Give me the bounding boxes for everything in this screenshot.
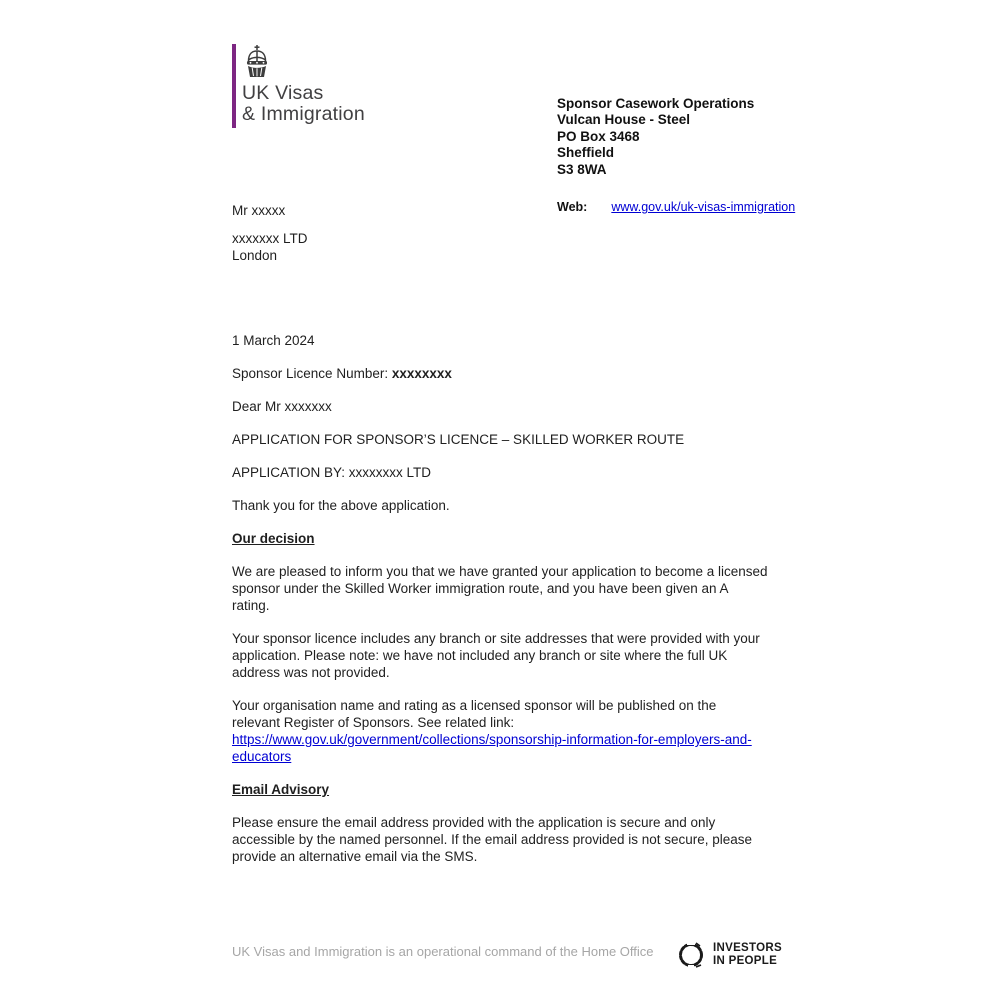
- subject-line-1: APPLICATION FOR SPONSOR’S LICENCE – SKILLED WORKER ROUTE: [232, 432, 685, 447]
- email-advisory-paragraph: Please ensure the email address provided with the application is secure and only accessible by the named personnel. If the email address provided is not secure, please provide an alternative email via the SMS.: [232, 815, 753, 864]
- recipient-name: Mr xxxxx: [232, 203, 286, 218]
- sender-line: Vulcan House - Steel: [557, 112, 691, 128]
- email-advisory-heading: Email Advisory: [232, 782, 330, 797]
- iip-line-1: INVESTORS: [713, 942, 782, 954]
- register-paragraph: [232, 697, 768, 765]
- subject-line-2: APPLICATION BY: xxxxxxxx LTD: [232, 465, 432, 480]
- footer-disclaimer: UK Visas and Immigration is an operational command of the Home Office: [232, 944, 654, 959]
- laurel-wreath-icon: [676, 940, 706, 970]
- sender-line: Sheffield: [557, 145, 615, 161]
- brand-wordmark: [242, 83, 365, 125]
- licence-number-line: [232, 365, 768, 382]
- register-text: Your organisation name and rating as a licensed sponsor will be published on the relevant Register of Sponsors. See related link:: [232, 698, 717, 730]
- iip-line-2: IN PEOPLE: [713, 955, 778, 967]
- crown-icon: [244, 44, 270, 80]
- sender-line: S3 8WA: [557, 161, 607, 177]
- recipient-city: London: [232, 248, 278, 263]
- decision-paragraph-2: Your sponsor licence includes any branch or site addresses that were provided with your application. Please note: we have not included any branch or site where the full UK address was not provided.: [232, 631, 760, 680]
- licence-value: xxxxxxxx: [391, 366, 452, 381]
- salutation: Dear Mr xxxxxxx: [232, 399, 332, 414]
- sender-line: Sponsor Casework Operations: [557, 96, 755, 111]
- web-label: Web:: [557, 200, 588, 214]
- register-of-sponsors-link[interactable]: https://www.gov.uk/government/collections/sponsorship-information-for-employers-and-educators: [232, 732, 752, 764]
- decision-paragraph-1: We are pleased to inform you that we have granted your application to become a licensed sponsor under the Skilled Worker immigration route, and you have been given an A rating.: [232, 564, 768, 613]
- recipient-company: xxxxxxx LTD: [232, 231, 308, 246]
- brand-line-1: UK Visas: [242, 82, 324, 104]
- iip-wordmark: [713, 942, 782, 968]
- decision-heading: Our decision: [232, 531, 315, 546]
- letter-body: [232, 332, 768, 881]
- letter-date: 1 March 2024: [232, 333, 315, 348]
- logo-purple-bar: [232, 44, 236, 128]
- sender-address: [557, 96, 754, 178]
- licence-label: Sponsor Licence Number:: [232, 366, 392, 381]
- ukvi-website-link[interactable]: www.gov.uk/uk-visas-immigration: [611, 200, 796, 214]
- web-line: [557, 200, 795, 214]
- investors-in-people-logo: [676, 940, 782, 970]
- ukvi-logo: [232, 44, 365, 128]
- recipient-address: [232, 202, 308, 264]
- sender-line: PO Box 3468: [557, 128, 640, 144]
- thanks-line: Thank you for the above application.: [232, 498, 450, 513]
- brand-line-2: & Immigration: [242, 103, 365, 125]
